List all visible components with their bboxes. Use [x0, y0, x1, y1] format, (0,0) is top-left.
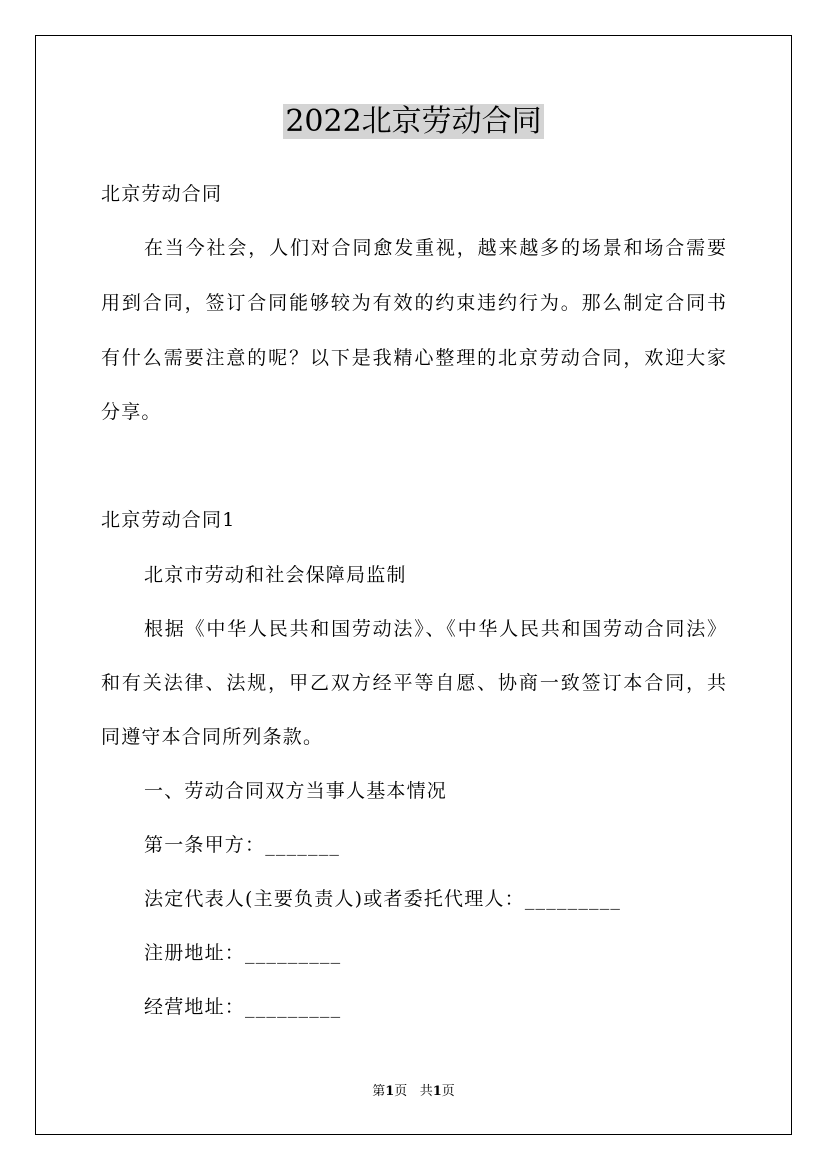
clause-heading: 一、劳动合同双方当事人基本情况 — [144, 780, 448, 802]
page-suffix: 页 — [394, 1084, 408, 1099]
contract-heading: 北京劳动合同1 — [101, 509, 236, 531]
document-title-text: 2022北京劳动合同 — [285, 104, 542, 139]
document-title — [0, 100, 827, 144]
total-suffix: 页 — [441, 1084, 455, 1099]
total-prefix: 共 — [419, 1084, 433, 1099]
paragraph-line: 有什么需要注意的呢？以下是我精心整理的北京劳动合同，欢迎大家 — [101, 347, 726, 369]
paragraph-line: 在当今社会，人们对合同愈发重视，越来越多的场景和场合需要 — [144, 237, 726, 259]
section-heading: 北京劳动合同 — [101, 183, 223, 205]
page-footer — [0, 1084, 827, 1100]
clause-line: 第一条甲方：_______ — [144, 834, 341, 856]
paragraph-line: 同遵守本合同所列条款。 — [101, 726, 324, 748]
supervisor-line: 北京市劳动和社会保障局监制 — [144, 564, 407, 586]
paragraph-line: 和有关法律、法规，甲乙双方经平等自愿、协商一致签订本合同，共 — [101, 672, 726, 694]
paragraph-line: 用到合同，签订合同能够较为有效的约束违约行为。那么制定合同书 — [101, 292, 726, 314]
page-number: 1 — [385, 1084, 395, 1099]
page-prefix: 第 — [372, 1084, 386, 1099]
clause-line: 经营地址：_________ — [144, 996, 342, 1018]
clause-line: 法定代表人(主要负责人)或者委托代理人：_________ — [144, 888, 622, 910]
paragraph-line: 分享。 — [101, 401, 162, 423]
paragraph-line: 根据《中华人民共和国劳动法》、《中华人民共和国劳动合同法》 — [144, 618, 726, 640]
total-pages: 1 — [432, 1084, 442, 1099]
clause-line: 注册地址：_________ — [144, 942, 342, 964]
